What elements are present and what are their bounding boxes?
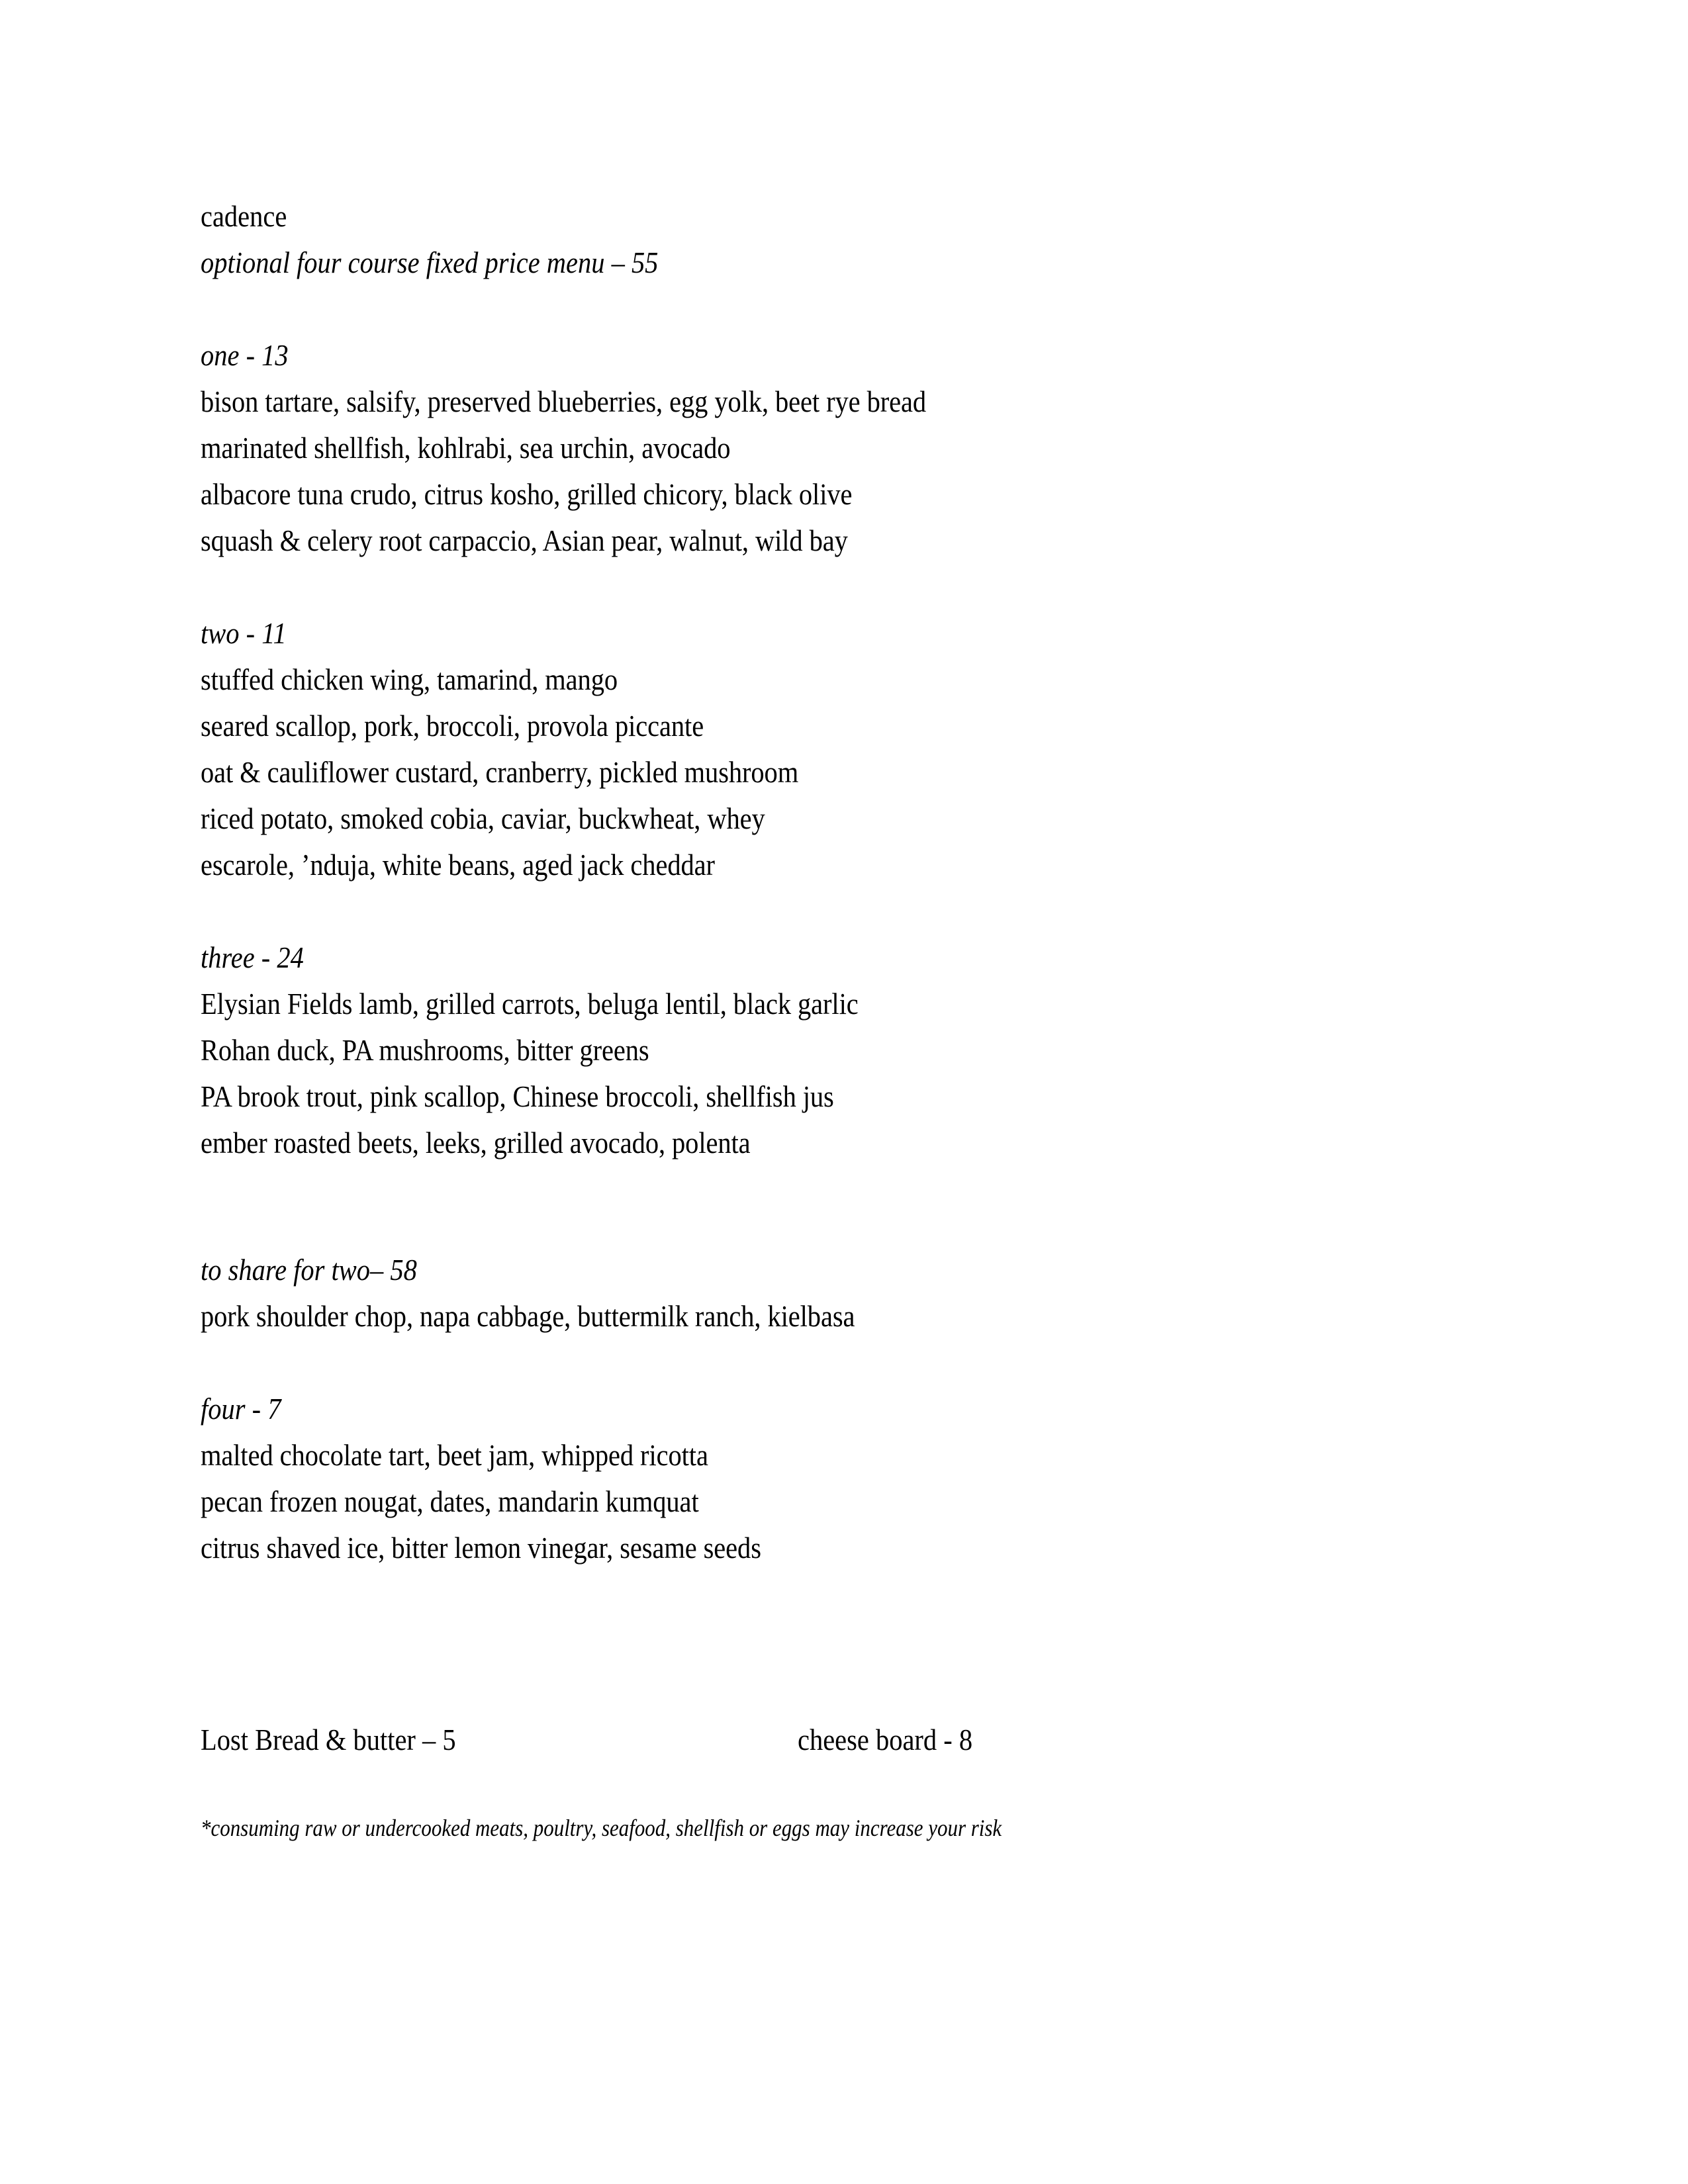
menu-content — [201, 193, 1491, 1846]
dish-item: ember roasted beets, leeks, grilled avocado, polenta — [201, 1126, 751, 1160]
course-heading-three: three - 24 — [201, 940, 304, 974]
course-heading-one: one - 13 — [201, 338, 289, 372]
spacer — [201, 1340, 1491, 1386]
dish-item: squash & celery root carpaccio, Asian pear, walnut, wild bay — [201, 523, 848, 557]
dish-item: albacore tuna crudo, citrus kosho, grilled chicory, black olive — [201, 477, 853, 511]
course-heading-four: four - 7 — [201, 1392, 281, 1426]
spacer — [201, 286, 1491, 332]
course-heading-two: two - 11 — [201, 616, 287, 650]
dish-item: riced potato, smoked cobia, caviar, buckwheat, whey — [201, 801, 765, 835]
spacer — [201, 1763, 1491, 1809]
dish-item: seared scallop, pork, broccoli, provola piccante — [201, 709, 704, 743]
dish-item: oat & cauliflower custard, cranberry, pickled mushroom — [201, 755, 799, 789]
dish-item: PA brook trout, pink scallop, Chinese broccoli, shellfish jus — [201, 1079, 834, 1113]
dish-item: Rohan duck, PA mushrooms, bitter greens — [201, 1033, 649, 1067]
dish-item: citrus shaved ice, bitter lemon vinegar, sesame seeds — [201, 1531, 761, 1565]
extra-item-lost-bread: Lost Bread & butter – 5 — [201, 1723, 456, 1756]
dish-item: pecan frozen nougat, dates, mandarin kumquat — [201, 1484, 699, 1518]
extra-item-cheese-board: cheese board - 8 — [798, 1723, 973, 1756]
dish-item: Elysian Fields lamb, grilled carrots, beluga lentil, black garlic — [201, 987, 859, 1021]
spacer — [201, 1166, 1491, 1247]
menu-subtitle: optional four course fixed price menu – 55 — [201, 246, 659, 279]
spacer — [201, 1571, 1491, 1670]
dish-item: escarole, ’nduja, white beans, aged jack cheddar — [201, 848, 715, 882]
dish-item: malted chocolate tart, beet jam, whipped ricotta — [201, 1438, 708, 1472]
dish-item: bison tartare, salsify, preserved blueberries, egg yolk, beet rye bread — [201, 385, 927, 418]
restaurant-name: cadence — [201, 199, 287, 233]
dish-item: pork shoulder chop, napa cabbage, buttermilk ranch, kielbasa — [201, 1299, 855, 1333]
dish-item: marinated shellfish, kohlrabi, sea urchin, avocado — [201, 431, 731, 465]
spacer — [201, 1670, 1491, 1717]
extras-row — [201, 1717, 1491, 1763]
spacer — [201, 888, 1491, 934]
course-heading-to-share: to share for two– 58 — [201, 1253, 417, 1287]
dish-item: stuffed chicken wing, tamarind, mango — [201, 662, 618, 696]
footnote-disclaimer: *consuming raw or undercooked meats, poultry, seafood, shellfish or eggs may increase your risk — [201, 1815, 1002, 1841]
spacer — [201, 564, 1491, 610]
